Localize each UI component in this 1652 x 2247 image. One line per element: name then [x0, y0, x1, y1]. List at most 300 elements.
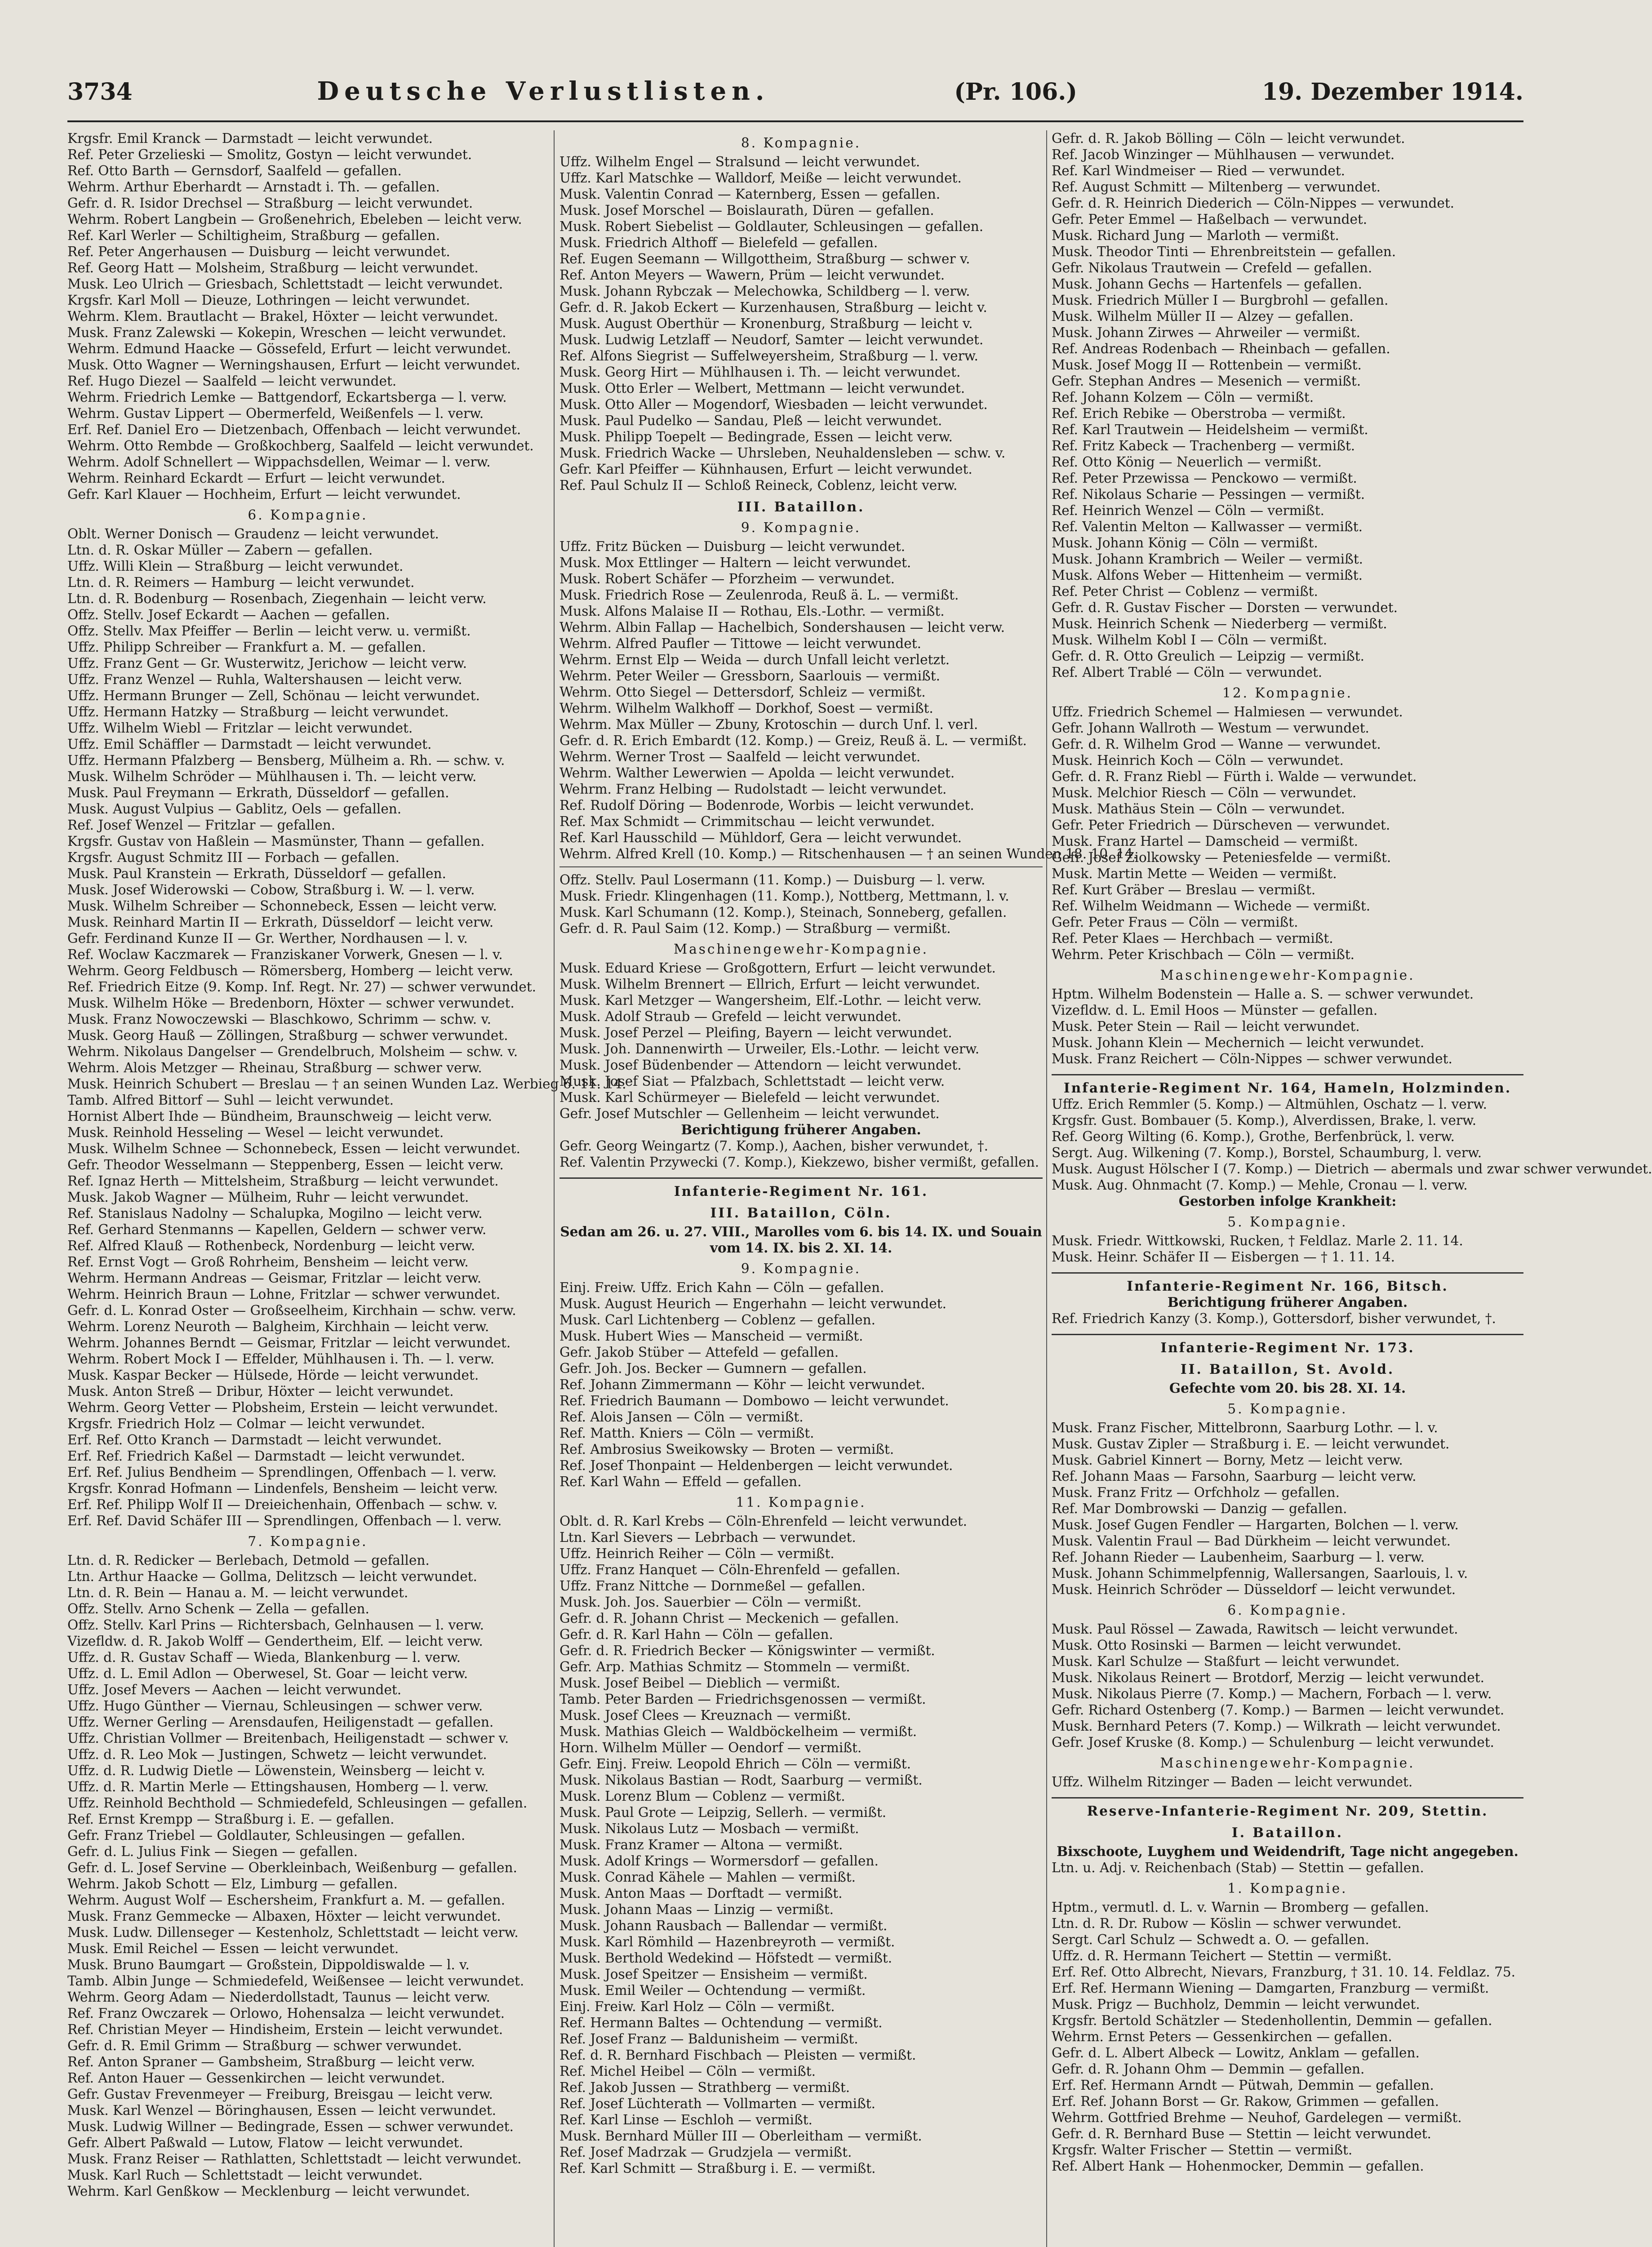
casualty-entry: Ref. Gerhard Stenmanns — Kapellen, Geldern — schwer verw.	[67, 1222, 487, 1237]
casualty-entry: Ref. Ernst Krempp — Straßburg i. E. — gefallen.	[67, 1812, 395, 1827]
casualty-entry: Ref. Peter Klaes — Herchbach — vermißt.	[1052, 931, 1333, 946]
casualty-entry: Musk. Paul Freymann — Erkrath, Düsseldorf — gefallen.	[67, 785, 449, 800]
casualty-entry: Ref. Johann Rieder — Laubenheim, Saarburg — l. verw.	[1052, 1550, 1425, 1565]
casualty-entry: Musk. Conrad Kähele — Mahlen — vermißt.	[560, 1870, 856, 1885]
casualty-entry: Wehrm. Albin Fallap — Hachelbich, Sondershausen — leicht verw.	[560, 620, 1005, 635]
casualty-entry: Musk. Karl Römhild — Hazenbreyroth — vermißt.	[560, 1934, 895, 1949]
casualty-entry: Gefr. d. R. Jakob Bölling — Cöln — leicht verwundet.	[1052, 131, 1405, 146]
casualty-entry: Wehrm. Edmund Haacke — Gössefeld, Erfurt — leicht verwundet.	[67, 341, 511, 356]
casualty-entry: Musk. Franz Hartel — Damscheid — vermißt.	[1052, 834, 1358, 849]
casualty-entry: Musk. Johann Gechs — Hartenfels — gefallen.	[1052, 276, 1362, 292]
casualty-entry: Wehrm. Werner Trost — Saalfeld — leicht verwundet.	[560, 749, 921, 764]
casualty-entry: Erf. Ref. Otto Kranch — Darmstadt — leicht verwundet.	[67, 1432, 442, 1448]
casualty-list	[560, 1138, 1043, 1170]
regiment-heading: Infanterie-Regiment Nr. 166, Bitsch.	[1052, 1272, 1523, 1294]
casualty-entry: Ref. Peter Grzelieski — Smolitz, Gostyn — leicht verwundet.	[67, 147, 472, 162]
casualty-entry: Wehrm. Robert Mock I — Effelder, Mühlhausen i. Th. — l. verw.	[67, 1351, 495, 1367]
casualty-entry: Musk. Ludw. Dillenseger — Kestenholz, Schlettstadt — leicht verw.	[67, 1925, 519, 1940]
casualty-entry: Musk. Friedr. Klingenhagen (11. Komp.), Nottberg, Mettmann, l. v.	[560, 888, 1009, 904]
casualty-entry: Ref. Mar Dombrowski — Danzig — gefallen.	[1052, 1501, 1347, 1516]
casualty-entry: Gefr. Karl Klauer — Hochheim, Erfurt — leicht verwundet.	[67, 487, 461, 502]
casualty-entry: Ref. Hermann Baltes — Ochtendung — vermißt.	[560, 2015, 883, 2030]
casualty-entry: Wehrm. Reinhard Eckardt — Erfurt — leicht verwundet.	[67, 471, 445, 486]
casualty-entry: Ref. Max Schmidt — Crimmitschau — leicht verwundet.	[560, 814, 935, 829]
casualty-entry: Musk. Otto Erler — Welbert, Mettmann — leicht verwundet.	[560, 381, 965, 396]
casualty-entry: Uffz. Hermann Brunger — Zell, Schönau — leicht verwundet.	[67, 688, 480, 703]
casualty-entry: Musk. Franz Kramer — Altona — vermißt.	[560, 1837, 843, 1852]
casualty-entry: Ref. Alfons Siegrist — Suffelweyersheim, Straßburg — l. verw.	[560, 348, 978, 364]
casualty-entry: Musk. Peter Stein — Rail — leicht verwundet.	[1052, 1019, 1360, 1034]
casualty-entry: Musk. Emil Reichel — Essen — leicht verwundet.	[67, 1941, 399, 1956]
casualty-entry: Uffz. Franz Wenzel — Ruhla, Waltershausen — leicht verw.	[67, 672, 462, 687]
casualty-entry: Musk. Franz Zalewski — Kokepin, Wreschen — leicht verwundet.	[67, 325, 506, 340]
casualty-entry: Musk. Aug. Ohnmacht (7. Komp.) — Mehle, Cronau — l. verw.	[1052, 1177, 1468, 1193]
casualty-entry: Musk. Heinrich Schröder — Düsseldorf — leicht verwundet.	[1052, 1582, 1456, 1597]
casualty-entry: Tamb. Peter Barden — Friedrichsgenossen — vermißt.	[560, 1692, 926, 1707]
casualty-entry: Ref. Albert Hank — Hohenmocker, Demmin — gefallen.	[1052, 2158, 1424, 2174]
casualty-entry: Uffz. Franz Hanquet — Cöln-Ehrenfeld — gefallen.	[560, 1562, 901, 1577]
casualty-list	[560, 1279, 1043, 1490]
casualty-entry: Musk. Mox Ettlinger — Haltern — leicht verwundet.	[560, 555, 911, 570]
casualty-entry: Ref. Peter Christ — Coblenz — vermißt.	[1052, 584, 1318, 599]
casualty-entry: Gefr. d. R. Franz Riebl — Fürth i. Walde — verwundet.	[1052, 769, 1417, 784]
casualty-entry: Ref. Anton Meyers — Wawern, Prüm — leicht verwundet.	[560, 267, 945, 283]
casualty-entry: Gefr. Jakob Stüber — Attefeld — gefallen.	[560, 1345, 839, 1360]
casualty-entry: Uffz. Hermann Hatzky — Straßburg — leicht verwundet.	[67, 704, 449, 719]
casualty-entry: Ref. Otto König — Neuerlich — vermißt.	[1052, 454, 1322, 470]
casualty-entry: Ref. Karl Werler — Schiltigheim, Straßburg — gefallen.	[67, 228, 440, 243]
casualty-entry: Erf. Ref. Otto Albrecht, Nievars, Franzburg, † 31. 10. 14. Feldlaz. 75.	[1052, 1964, 1516, 1980]
casualty-entry: Tamb. Albin Junge — Schmiedefeld, Weißensee — leicht verwundet.	[67, 1973, 524, 1989]
casualty-entry: Uffz. Hermann Pfalzberg — Bensberg, Mülheim a. Rh. — schw. v.	[67, 753, 505, 768]
casualty-entry: Gefr. Franz Triebel — Goldlauter, Schleusingen — gefallen.	[67, 1828, 466, 1843]
casualty-entry: Erf. Ref. Hermann Wiening — Damgarten, Franzburg — vermißt.	[1052, 1981, 1489, 1996]
casualty-entry: Musk. Josef Beibel — Dieblich — vermißt.	[560, 1675, 840, 1691]
regiment-heading: Infanterie-Regiment Nr. 173.	[1052, 1334, 1523, 1356]
casualty-entry: Musk. Reinhard Martin II — Erkrath, Düsseldorf — leicht verw.	[67, 915, 494, 930]
casualty-entry: Uffz. Franz Gent — Gr. Wusterwitz, Jerichow — leicht verw.	[67, 656, 467, 671]
casualty-entry: Krgsfr. Konrad Hofmann — Lindenfels, Bensheim — leicht verw.	[67, 1481, 498, 1496]
casualty-entry: Musk. Heinrich Schubert — Breslau — † an seinen Wunden Laz. Werbieg 6. 11. 14.	[67, 1076, 626, 1092]
casualty-entry: Musk. Prigz — Buchholz, Demmin — leicht verwundet.	[1052, 1997, 1420, 2012]
casualty-entry: Musk. Melchior Riesch — Cöln — verwundet.	[1052, 785, 1357, 800]
casualty-entry: Offz. Stellv. Arno Schenk — Zella — gefallen.	[67, 1601, 369, 1616]
casualty-entry: Krgsfr. Gust. Bombauer (5. Komp.), Alverdissen, Brake, l. verw.	[1052, 1113, 1477, 1128]
casualty-entry: Musk. Eduard Kriese — Großgottern, Erfurt — leicht verwundet.	[560, 960, 996, 976]
casualty-entry: Wehrm. Jakob Schott — Elz, Limburg — gefallen.	[67, 1876, 398, 1892]
casualty-entry: Ref. Otto Barth — Gernsdorf, Saalfeld — gefallen.	[67, 163, 402, 178]
casualty-entry: Musk. Otto Rosinski — Barmen — leicht verwundet.	[1052, 1638, 1402, 1653]
casualty-entry: Ref. Josef Thonpaint — Heldenbergen — leicht verwundet.	[560, 1458, 953, 1473]
company-heading: 6. Kompagnie.	[1227, 1603, 1348, 1618]
casualty-entry: Ref. Jacob Winzinger — Mühlhausen — verwundet.	[1052, 147, 1395, 162]
casualty-entry: Musk. Richard Jung — Marloth — vermißt.	[1052, 228, 1339, 243]
divider	[560, 866, 1043, 867]
casualty-entry: Gefr. Nikolaus Trautwein — Crefeld — gefallen.	[1052, 260, 1372, 275]
casualty-entry: Ref. Ernst Vogt — Groß Rohrheim, Bensheim — leicht verw.	[67, 1254, 469, 1270]
casualty-entry: Gefr. d. R. Isidor Drechsel — Straßburg — leicht verwundet.	[67, 195, 473, 211]
battle-dates: Bixschoote, Luyghem und Weidendrift, Tage nicht angegeben.	[1057, 1843, 1519, 1859]
casualty-entry: Ref. Alois Jansen — Cöln — vermißt.	[560, 1409, 804, 1425]
casualty-entry: Musk. August Vulpius — Gablitz, Oels — gefallen.	[67, 801, 402, 817]
casualty-entry: Wehrm. Peter Krischbach — Cöln — vermißt.	[1052, 947, 1355, 962]
company-heading: Maschinengewehr-Kompagnie.	[1160, 1755, 1415, 1771]
casualty-entry: Musk. Paul Rössel — Zawada, Rawitsch — leicht verwundet.	[1052, 1621, 1458, 1637]
casualty-entry: Uffz. Werner Gerling — Arensdaufen, Heiligenstadt — gefallen.	[67, 1714, 494, 1730]
casualty-entry: Musk. Alfons Malaise II — Rothau, Els.-Lothr. — vermißt.	[560, 604, 945, 619]
column-divider	[1046, 130, 1047, 2247]
page-number: 3734	[67, 78, 133, 106]
casualty-entry: Musk. Theodor Tinti — Ehrenbreitstein — gefallen.	[1052, 244, 1396, 259]
battalion-heading: III. Bataillon, Cöln.	[710, 1205, 892, 1221]
casualty-entry: Wehrm. Ernst Peters — Gessenkirchen — gefallen.	[1052, 2029, 1392, 2044]
casualty-entry: Ref. Johann Kolzem — Cöln — vermißt.	[1052, 390, 1314, 405]
casualty-entry: Ref. Josef Franz — Baldunisheim — vermißt.	[560, 2031, 858, 2047]
casualty-entry: Musk. Wilhelm Schnee — Schonnebeck, Essen — leicht verwundet.	[67, 1141, 520, 1156]
casualty-entry: Gefr. d. R. Johann Christ — Meckenich — gefallen.	[560, 1611, 899, 1626]
casualty-list	[560, 960, 1043, 1122]
casualty-entry: Ref. Paul Schulz II — Schloß Reineck, Coblenz, leicht verw.	[560, 478, 958, 493]
casualty-entry: Ref. Franz Owczarek — Orlowo, Hohensalza — leicht verwundet.	[67, 2006, 505, 2021]
casualty-entry: Ref. Rudolf Döring — Bodenrode, Worbis — leicht verwundet.	[560, 798, 974, 813]
casualty-entry: Ref. d. R. Bernhard Fischbach — Pleisten — vermißt.	[560, 2047, 916, 2063]
casualty-entry: Erf. Ref. Daniel Ero — Dietzenbach, Offenbach — leicht verwundet.	[67, 422, 521, 437]
casualty-entry: Gefr. Theodor Wesselmann — Steppenberg, Essen — leicht verw.	[67, 1157, 504, 1172]
casualty-entry: Hptm., vermutl. d. L. v. Warnin — Bromberg — gefallen.	[1052, 1900, 1429, 1915]
casualty-list	[560, 154, 1043, 493]
casualty-entry: Uffz. d. L. Emil Adlon — Oberwesel, St. Goar — leicht verw.	[67, 1666, 468, 1681]
casualty-entry: Ref. Wilhelm Weidmann — Wichede — vermißt.	[1052, 898, 1371, 914]
casualty-entry: Wehrm. Friedrich Lemke — Battgendorf, Eckartsberga — l. verw.	[67, 390, 507, 405]
battalion-heading: I. Bataillon.	[1231, 1825, 1344, 1840]
casualty-entry: Musk. Otto Wagner — Werningshausen, Erfurt — leicht verwundet.	[67, 357, 520, 373]
casualty-entry: Musk. Johann König — Cöln — vermißt.	[1052, 535, 1318, 551]
regiment-heading: Infanterie-Regiment Nr. 164, Hameln, Holzminden.	[1052, 1074, 1523, 1096]
casualty-entry: Musk. Johann Rausbach — Ballendar — vermißt.	[560, 1918, 888, 1933]
casualty-entry: Musk. Nikolaus Reinert — Brotdorf, Merzig — leicht verwundet.	[1052, 1670, 1484, 1685]
casualty-entry: Uffz. d. R. Hermann Teichert — Stettin — vermißt.	[1052, 1948, 1392, 1963]
casualty-entry: Ref. Karl Windmeiser — Ried — verwundet.	[1052, 163, 1346, 178]
casualty-entry: Wehrm. Hermann Andreas — Geismar, Fritzlar — leicht verw.	[67, 1270, 482, 1286]
company-heading: 11. Kompagnie.	[736, 1495, 866, 1510]
casualty-entry: Krgsfr. Walter Frischer — Stettin — vermißt.	[1052, 2142, 1353, 2158]
casualty-list	[1052, 1420, 1523, 1598]
casualty-entry: Wehrm. August Wolf — Eschersheim, Frankfurt a. M. — gefallen.	[67, 1892, 505, 1908]
casualty-entry: Musk. Wilhelm Müller II — Alzey — gefallen.	[1052, 309, 1354, 324]
casualty-entry: Gefr. Peter Emmel — Haßelbach — verwundet.	[1052, 212, 1368, 227]
casualty-list	[560, 872, 1043, 937]
casualty-entry: Musk. Reinhold Hesseling — Wesel — leicht verwundet.	[67, 1125, 444, 1140]
company-heading: 7. Kompagnie.	[248, 1534, 368, 1549]
casualty-list	[560, 538, 1137, 862]
casualty-entry: Ref. Andreas Rodenbach — Rheinbach — gefallen.	[1052, 341, 1390, 356]
casualty-entry: Ref. Heinrich Wenzel — Cöln — vermißt.	[1052, 503, 1324, 518]
casualty-entry: Ref. Johann Zimmermann — Köhr — leicht verwundet.	[560, 1377, 925, 1392]
casualty-entry: Krgsfr. Bertold Schätzler — Stedenhollentin, Demmin — gefallen.	[1052, 2013, 1492, 2028]
casualty-entry: Wehrm. Gustav Lippert — Obermerfeld, Weißenfels — l. verw.	[67, 406, 484, 421]
issue-number: (Pr. 106.)	[954, 78, 1077, 106]
casualty-entry: Offz. Stellv. Karl Prins — Richtersbach, Gelnhausen — l. verw.	[67, 1617, 484, 1633]
casualty-entry: Gefr. d. R. Heinrich Diederich — Cöln-Nippes — verwundet.	[1052, 195, 1455, 211]
casualty-entry: Musk. Joh. Jos. Sauerbier — Cöln — vermißt.	[560, 1594, 862, 1610]
casualty-entry: Hptm. Wilhelm Bodenstein — Halle a. S. — schwer verwundet.	[1052, 986, 1474, 1002]
casualty-entry: Gefr. d. L. Konrad Oster — Großseelheim, Kirchhain — schw. verw.	[67, 1303, 516, 1318]
casualty-entry: Musk. Valentin Conrad — Katernberg, Essen — gefallen.	[560, 187, 941, 202]
casualty-entry: Musk. Carl Lichtenberg — Coblenz — gefallen.	[560, 1312, 875, 1328]
casualty-entry: Gefr. d. R. Paul Saim (12. Komp.) — Straßburg — vermißt.	[560, 921, 951, 936]
casualty-entry: Ref. Josef Lüchterath — Vollmarten — vermißt.	[560, 2096, 876, 2111]
casualty-entry: Ref. Matth. Kniers — Cöln — vermißt.	[560, 1425, 814, 1441]
casualty-entry: Musk. Wilhelm Kobl I — Cöln — vermißt.	[1052, 632, 1328, 648]
casualty-entry: Musk. Lorenz Blum — Coblenz — vermißt.	[560, 1789, 845, 1804]
casualty-entry: Musk. Anton Streß — Dribur, Höxter — leicht verwundet.	[67, 1384, 454, 1399]
casualty-entry: Krgsfr. Karl Moll — Dieuze, Lothringen — leicht verwundet.	[67, 293, 471, 308]
casualty-entry: Offz. Stellv. Paul Losermann (11. Komp.) — Duisburg — l. verw.	[560, 872, 986, 888]
casualty-entry: Gefr. Josef Ziolkowsky — Peteniesfelde — vermißt.	[1052, 850, 1391, 865]
casualty-entry: Gefr. d. R. Gustav Fischer — Dorsten — verwundet.	[1052, 600, 1398, 615]
casualty-entry: Wehrm. Nikolaus Dangelser — Grendelbruch, Molsheim — schw. v.	[67, 1044, 518, 1059]
casualty-entry: Gefr. Joh. Jos. Becker — Gumnern — gefallen.	[560, 1361, 867, 1376]
page-header	[67, 76, 1523, 112]
casualty-entry: Krgsfr. August Schmitz III — Forbach — gefallen.	[67, 850, 400, 865]
casualty-entry: Ref. Peter Przewissa — Penckowo — vermißt.	[1052, 471, 1357, 486]
casualty-entry: Ref. Ignaz Herth — Mittelsheim, Straßburg — leicht verwundet.	[67, 1173, 499, 1189]
casualty-entry: Musk. Paul Grote — Leipzig, Sellerh. — vermißt.	[560, 1805, 887, 1820]
battle-dates: Sedan am 26. u. 27. VIII., Marolles vom 6. bis 14. IX. und Souain vom 14. IX. bis 2. XI. 14.	[560, 1224, 1042, 1256]
casualty-entry: Gefr. Karl Pfeiffer — Kühnhausen, Erfurt — leicht verwundet.	[560, 462, 973, 477]
casualty-list	[1052, 1233, 1523, 1265]
casualty-entry: Ref. Albert Trablé — Cöln — verwundet.	[1052, 665, 1323, 680]
company-heading: 6. Kompagnie.	[248, 507, 368, 523]
casualty-entry: Musk. August Hölscher I (7. Komp.) — Dietrich — abermals und zwar schwer verwundet.	[1052, 1161, 1652, 1177]
casualty-entry: Uffz. d. R. Gustav Schaff — Wieda, Blankenburg — l. verw.	[67, 1650, 461, 1665]
casualty-entry: Vizefldw. d. L. Emil Hoos — Münster — gefallen.	[1052, 1003, 1378, 1018]
casualty-entry: Wehrm. Georg Feldbusch — Römersberg, Homberg — leicht verw.	[67, 963, 513, 978]
casualty-entry: Gefr. d. R. Johann Ohm — Demmin — gefallen.	[1052, 2061, 1365, 2077]
casualty-entry: Musk. Nikolaus Bastian — Rodt, Saarburg — vermißt.	[560, 1772, 923, 1788]
casualty-entry: Musk. Karl Metzger — Wangersheim, Elf.-Lothr. — leicht verw.	[560, 993, 982, 1008]
casualty-entry: Musk. August Heurich — Engerhahn — leicht verwundet.	[560, 1296, 946, 1311]
issue-date: 19. Dezember 1914.	[1261, 78, 1523, 106]
casualty-entry: Erf. Ref. Johann Borst — Gr. Rakow, Grimmen — gefallen.	[1052, 2094, 1439, 2109]
casualty-list	[1052, 1310, 1523, 1327]
casualty-list	[1052, 704, 1523, 963]
casualty-entry: Musk. Adolf Krings — Wormersdorf — gefallen.	[560, 1853, 879, 1869]
casualty-entry: Musk. Josef Gugen Fendler — Hargarten, Bolchen — l. verw.	[1052, 1517, 1459, 1532]
casualty-entry: Ltn. d. R. Dr. Rubow — Köslin — schwer verwundet.	[1052, 1916, 1402, 1931]
casualty-entry: Musk. Wilhelm Höke — Bredenborn, Höxter — schwer verwundet.	[67, 995, 515, 1011]
casualty-entry: Ref. Nikolaus Scharie — Pessingen — vermißt.	[1052, 487, 1365, 502]
casualty-list	[1052, 986, 1523, 1067]
casualty-entry: Horn. Wilhelm Müller — Oendorf — vermißt.	[560, 1740, 862, 1755]
company-heading: 9. Kompagnie.	[741, 520, 862, 535]
casualty-entry: Uffz. d. R. Ludwig Dietle — Löwenstein, Weinsberg — leicht v.	[67, 1763, 485, 1778]
casualty-entry: Musk. Gustav Zipler — Straßburg i. E. — leicht verwundet.	[1052, 1436, 1450, 1452]
casualty-entry: Musk. Josef Widerowski — Cobow, Straßburg i. W. — l. verw.	[67, 882, 475, 897]
casualty-entry: Tamb. Alfred Bittorf — Suhl — leicht verwundet.	[67, 1092, 394, 1108]
casualty-entry: Musk. Karl Wenzel — Böringhausen, Essen — leicht verwundet.	[67, 2103, 497, 2118]
casualty-entry: Gefr. d. R. Bernhard Buse — Stettin — leicht verwundet.	[1052, 2126, 1431, 2141]
casualty-entry: Oblt. d. R. Karl Krebs — Cöln-Ehrenfeld — leicht verwundet.	[560, 1514, 968, 1529]
casualty-entry: Wehrm. Robert Langbein — Großenehrich, Ebeleben — leicht verw.	[67, 212, 522, 227]
casualty-entry: Gefr. Richard Ostenberg (7. Komp.) — Barmen — leicht verwundet.	[1052, 1702, 1505, 1718]
casualty-entry: Ref. Woclaw Kaczmarek — Franziskaner Vorwerk, Gnesen — l. v.	[67, 947, 503, 962]
casualty-entry: Ref. Hugo Diezel — Saalfeld — leicht verwundet.	[67, 373, 397, 389]
casualty-entry: Musk. Kaspar Becker — Hülsede, Hörde — leicht verwundet.	[67, 1368, 479, 1383]
casualty-entry: Oblt. Werner Donisch — Graudenz — leicht verwundet.	[67, 526, 439, 542]
casualty-entry: Uffz. Willi Klein — Straßburg — leicht verwundet.	[67, 559, 404, 574]
company-heading: 5. Kompagnie.	[1227, 1214, 1348, 1230]
casualty-entry: Wehrm. Arthur Eberhardt — Arnstadt i. Th. — gefallen.	[67, 179, 440, 195]
casualty-entry: Musk. Nikolaus Pierre (7. Komp.) — Machern, Forbach — l. verw.	[1052, 1686, 1492, 1701]
casualty-entry: Gefr. d. L. Albert Albeck — Lowitz, Anklam — gefallen.	[1052, 2045, 1420, 2060]
header-rule	[67, 120, 1523, 122]
casualty-entry: Gefr. Einj. Freiw. Leopold Ehrich — Cöln — vermißt.	[560, 1756, 911, 1772]
casualty-entry: Ltn. d. R. Redicker — Berlebach, Detmold — gefallen.	[67, 1553, 430, 1568]
casualty-entry: Offz. Stellv. Josef Eckardt — Aachen — gefallen.	[67, 607, 390, 622]
battalion-heading: II. Bataillon, St. Avold.	[1180, 1361, 1395, 1377]
casualty-entry: Krgsfr. Emil Kranck — Darmstadt — leicht verwundet.	[67, 131, 433, 146]
casualty-entry: Musk. Heinrich Koch — Cöln — verwundet.	[1052, 753, 1344, 768]
column-2	[560, 130, 1137, 2247]
casualty-entry: Ltn. d. R. Reimers — Hamburg — leicht verwundet.	[67, 575, 415, 590]
casualty-entry: Musk. Josef Mogg II — Rottenbein — vermißt.	[1052, 357, 1362, 373]
casualty-list	[67, 526, 626, 1529]
casualty-entry: Wehrm. Alfred Krell (10. Komp.) — Ritschenhausen — † an seinen Wunden 18. 10. 14.	[560, 846, 1137, 861]
casualty-entry: Musk. Franz Fritz — Orfchholz — gefallen.	[1052, 1485, 1340, 1500]
casualty-entry: Musk. Bruno Baumgart — Großstein, Dippoldiswalde — l. v.	[67, 1957, 470, 1972]
casualty-entry: Musk. Josef Speitzer — Ensisheim — vermißt.	[560, 1967, 868, 1982]
casualty-entry: Musk. Valentin Fraul — Bad Dürkheim — leicht verwundet.	[1052, 1533, 1451, 1549]
casualty-entry: Einj. Freiw. Uffz. Erich Kahn — Cöln — gefallen.	[560, 1280, 884, 1295]
casualty-entry: Musk. Joh. Dannenwirth — Urweiler, Els.-Lothr. — leicht verw.	[560, 1041, 980, 1057]
casualty-entry: Uffz. Wilhelm Ritzinger — Baden — leicht verwundet.	[1052, 1774, 1413, 1790]
casualty-entry: Ref. Friedrich Baumann — Dombowo — leicht verwundet.	[560, 1393, 949, 1408]
casualty-entry: Ref. Josef Wenzel — Fritzlar — gefallen.	[67, 817, 336, 833]
casualty-entry: Uffz. Erich Remmler (5. Komp.) — Altmühlen, Oschatz — l. verw.	[1052, 1097, 1487, 1112]
casualty-entry: Erf. Ref. Friedrich Kaßel — Darmstadt — leicht verwundet.	[67, 1448, 465, 1464]
casualty-entry: Musk. Josef Morschel — Boislaurath, Düren — gefallen.	[560, 203, 934, 218]
casualty-entry: Ref. Valentin Melton — Kallwasser — vermißt.	[1052, 519, 1363, 534]
casualty-entry: Musk. Paul Pudelko — Sandau, Pleß — leicht verwundet.	[560, 413, 942, 428]
company-heading: Maschinengewehr-Kompagnie.	[673, 941, 929, 957]
casualty-entry: Ref. Georg Hatt — Molsheim, Straßburg — leicht verwundet.	[67, 260, 479, 275]
casualty-entry: Ref. Friedrich Eitze (9. Komp. Inf. Regt. Nr. 27) — schwer verwundet.	[67, 979, 536, 995]
casualty-entry: Musk. Bernhard Peters (7. Komp.) — Wilkrath — leicht verwundet.	[1052, 1719, 1501, 1734]
casualty-entry: Gefr. Albert Paßwald — Lutow, Flatow — leicht verwundet.	[67, 2135, 463, 2150]
column-divider	[554, 130, 555, 2247]
casualty-entry: Wehrm. Franz Helbing — Rudolstadt — leicht verwundet.	[560, 782, 947, 797]
casualty-entry: Gefr. d. R. Karl Hahn — Cöln — gefallen.	[560, 1627, 833, 1642]
casualty-entry: Ltn. Karl Sievers — Lebrbach — verwundet.	[560, 1530, 856, 1545]
casualty-entry: Musk. Wilhelm Schröder — Mühlhausen i. Th. — leicht verw.	[67, 769, 477, 784]
casualty-entry: Gefr. Peter Friedrich — Dürscheven — verwundet.	[1052, 817, 1390, 833]
column-1	[67, 130, 626, 2247]
casualty-entry: Ltn. d. R. Bein — Hanau a. M. — leicht verwundet.	[67, 1585, 409, 1600]
company-heading: 5. Kompagnie.	[1227, 1401, 1348, 1417]
casualty-entry: Ltn. d. R. Bodenburg — Rosenbach, Ziegenhain — leicht verw.	[67, 591, 487, 606]
casualty-entry: Hornist Albert Ihde — Bündheim, Braunschweig — leicht verw.	[67, 1109, 492, 1124]
casualty-entry: Wehrm. Ernst Elp — Weida — durch Unfall leicht verletzt.	[560, 652, 950, 667]
casualty-entry: Uffz. Hugo Günther — Viernau, Schleusingen — schwer verw.	[67, 1698, 483, 1714]
casualty-entry: Ref. Karl Linse — Eschloh — vermißt.	[560, 2112, 813, 2127]
casualty-entry: Wehrm. Johannes Berndt — Geismar, Fritzlar — leicht verwundet.	[67, 1335, 511, 1350]
company-heading: 12. Kompagnie.	[1222, 685, 1353, 701]
casualty-entry: Ref. Anton Hauer — Gessenkirchen — leicht verwundet.	[67, 2070, 445, 2086]
casualty-entry: Wehrm. Georg Adam — Niederdollstadt, Taunus — leicht verw.	[67, 1989, 490, 2005]
casualty-list	[67, 1552, 548, 2199]
casualty-entry: Musk. Paul Kranstein — Erkrath, Düsseldorf — gefallen.	[67, 866, 446, 881]
casualty-list	[1052, 1899, 1523, 2174]
casualty-list	[1052, 130, 1523, 680]
column-3	[1052, 130, 1652, 2247]
casualty-entry: Musk. Franz Gemmecke — Albaxen, Höxter — leicht verwundet.	[67, 1909, 501, 1924]
company-heading: 1. Kompagnie.	[1227, 1881, 1348, 1896]
casualty-entry: Ref. August Schmitt — Miltenberg — verwundet.	[1052, 179, 1381, 195]
casualty-entry: Musk. Heinr. Schäfer II — Eisbergen — † 1. 11. 14.	[1052, 1249, 1395, 1265]
casualty-entry: Ref. Christian Meyer — Hindisheim, Erstein — leicht verwundet.	[67, 2022, 503, 2037]
casualty-entry: Uffz. Josef Mevers — Aachen — leicht verwundet.	[67, 1682, 402, 1697]
casualty-entry: Erf. Ref. Hermann Arndt — Pütwah, Demmin — gefallen.	[1052, 2078, 1434, 2093]
casualty-entry: Gefr. d. R. Jakob Eckert — Kurzenhausen, Straßburg — leicht v.	[560, 300, 987, 315]
casualty-entry: Musk. Mathäus Stein — Cöln — verwundet.	[1052, 801, 1346, 817]
casualty-entry: Ref. Eugen Seemann — Willgottheim, Straßburg — schwer v.	[560, 251, 970, 266]
casualty-entry: Uffz. d. R. Martin Merle — Ettingshausen, Homberg — l. verw.	[67, 1779, 489, 1794]
casualty-entry: Ref. Peter Angerhausen — Duisburg — leicht verwundet.	[67, 244, 450, 259]
casualty-entry: Ref. Erich Rebike — Oberstroba — vermißt.	[1052, 406, 1346, 421]
company-heading: 8. Kompagnie.	[741, 135, 862, 151]
casualty-entry: Musk. Robert Schäfer — Pforzheim — verwundet.	[560, 571, 895, 586]
casualty-entry: Wehrm. Alfred Paufler — Tittowe — leicht verwundet.	[560, 636, 921, 651]
casualty-entry: Erf. Ref. Julius Bendheim — Sprendlingen, Offenbach — l. verw.	[67, 1465, 497, 1480]
casualty-entry: Ltn. d. R. Oskar Müller — Zabern — gefallen.	[67, 542, 373, 558]
casualty-entry: Musk. Nikolaus Lutz — Mosbach — vermißt.	[560, 1821, 859, 1836]
casualty-entry: Musk. Ludwig Letzlaff — Neudorf, Samter — leicht verwundet.	[560, 332, 984, 347]
casualty-entry: Uffz. Wilhelm Wiebl — Fritzlar — leicht verwundet.	[67, 720, 413, 736]
casualty-entry: Musk. Josef Clees — Kreuznach — vermißt.	[560, 1708, 851, 1723]
casualty-entry: Musk. Friedrich Althoff — Bielefeld — gefallen.	[560, 235, 878, 250]
casualty-entry: Uffz. Christian Vollmer — Breitenbach, Heiligenstadt — schwer v.	[67, 1731, 509, 1746]
casualty-entry: Gefr. Ferdinand Kunze II — Gr. Werther, Nordhausen — l. v.	[67, 931, 468, 946]
casualty-entry: Uffz. Wilhelm Engel — Stralsund — leicht verwundet.	[560, 154, 920, 169]
casualty-entry: Ref. Friedrich Kanzy (3. Komp.), Gottersdorf, bisher verwundet, †.	[1052, 1311, 1496, 1326]
casualty-entry: Musk. Johann Maas — Linzig — vermißt.	[560, 1902, 834, 1917]
casualty-entry: Wehrm. Karl Genßkow — Mecklenburg — leicht verwundet.	[67, 2184, 470, 2199]
casualty-entry: Ref. Kurt Gräber — Breslau — vermißt.	[1052, 882, 1316, 897]
casualty-entry: Musk. Robert Siebelist — Goldlauter, Schleusingen — gefallen.	[560, 219, 984, 234]
casualty-entry: Musk. Ludwig Willner — Bedingrade, Essen — schwer verwundet.	[67, 2119, 514, 2134]
casualty-entry: Musk. Karl Schürmeyer — Bielefeld — leicht verwundet.	[560, 1090, 940, 1105]
casualty-entry: Musk. Bernhard Müller III — Oberleitham — vermißt.	[560, 2128, 922, 2144]
casualty-entry: Wehrm. Alois Metzger — Rheinau, Straßburg — schwer verw.	[67, 1060, 482, 1075]
casualty-entry: Gefr. Arp. Mathias Schmitz — Stommeln — vermißt.	[560, 1659, 910, 1674]
casualty-entry: Musk. Philipp Toepelt — Bedingrade, Essen — leicht verw.	[560, 429, 953, 444]
casualty-entry: Krgsfr. Gustav von Haßlein — Masmünster, Thann — gefallen.	[67, 834, 485, 849]
casualty-entry: Musk. Wilhelm Brennert — Ellrich, Erfurt — leicht verwundet.	[560, 977, 980, 992]
casualty-entry: Gefr. Josef Kruske (8. Komp.) — Schulenburg — leicht verwundet.	[1052, 1735, 1494, 1750]
casualty-entry: Wehrm. Peter Weiler — Gressborn, Saarlouis — vermißt.	[560, 668, 941, 684]
casualty-entry: Ref. Anton Spraner — Gambsheim, Straßburg — leicht verw.	[67, 2054, 475, 2069]
casualty-entry: Ref. Valentin Przywecki (7. Komp.), Kiekzewo, bisher vermißt, gefallen.	[560, 1155, 1039, 1170]
correction-heading: Berichtigung früherer Angaben.	[1167, 1294, 1408, 1310]
casualty-entry: Musk. Franz Fischer, Mittelbronn, Saarburg Lothr. — l. v.	[1052, 1420, 1438, 1435]
casualty-entry: Gefr. Josef Mutschler — Gellenheim — leicht verwundet.	[560, 1106, 940, 1121]
casualty-entry: Wehrm. Max Müller — Zbuny, Krotoschin — durch Unf. l. verl.	[560, 717, 978, 732]
casualty-entry: Musk. Franz Reiser — Rathlatten, Schlettstadt — leicht verwundet.	[67, 2151, 522, 2167]
casualty-entry: Gefr. Johann Wallroth — Westum — verwundet.	[1052, 720, 1369, 736]
company-heading: 9. Kompagnie.	[741, 1261, 862, 1276]
casualty-entry: Ref. Ambrosius Sweikowsky — Broten — vermißt.	[560, 1442, 894, 1457]
